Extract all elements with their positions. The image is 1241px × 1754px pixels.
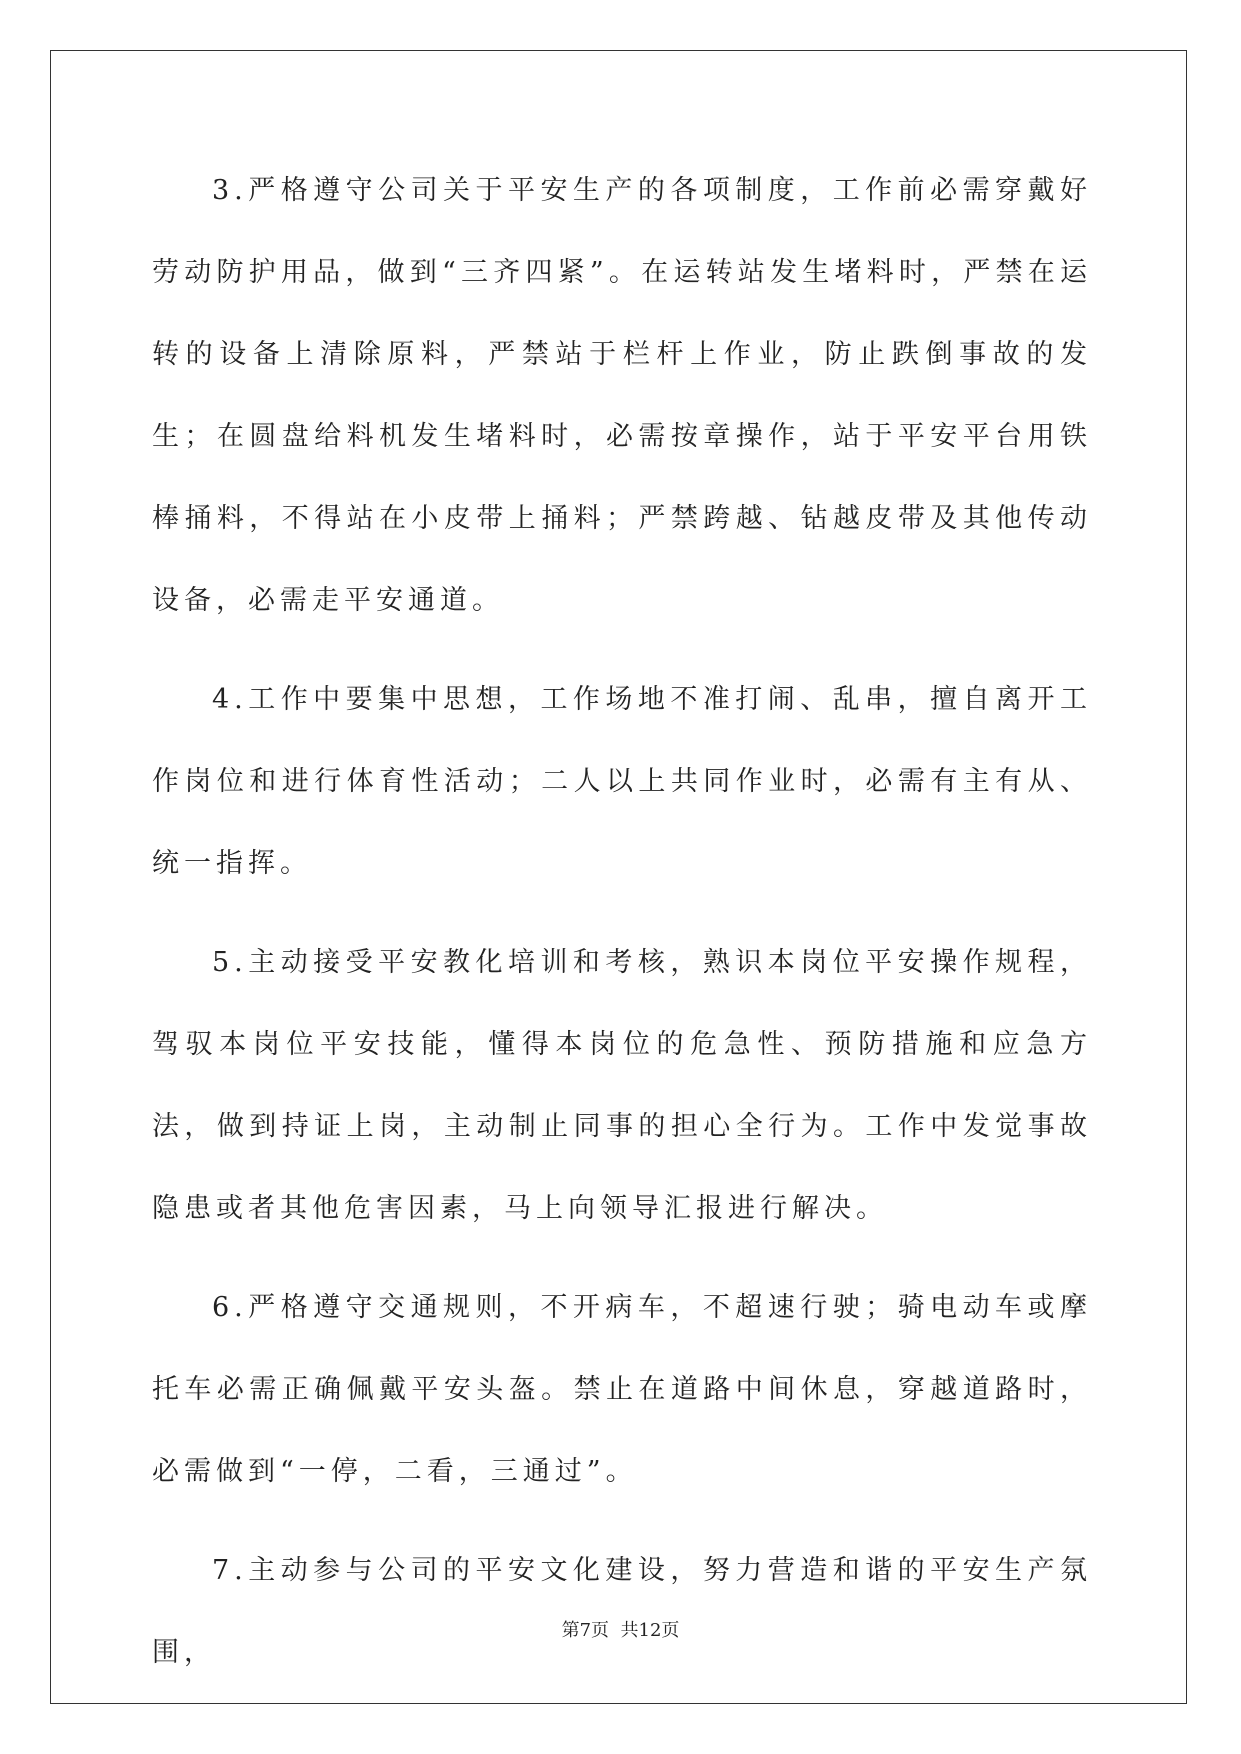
paragraph-5: 5.主动接受平安教化培训和考核，熟识本岗位平安操作规程，驾驭本岗位平安技能，懂得本岗位的危急性、预防措施和应急方法，做到持证上岗，主动制止同事的担心全行为。工作中发觉事故隐患或者其他危害因素，马上向领导汇报进行解决。: [152, 947, 1092, 1224]
document-body: [152, 150, 1092, 1711]
paragraph-3: 3.严格遵守公司关于平安生产的各项制度，工作前必需穿戴好劳动防护用品，做到“三齐四紧”。在运转站发生堵料时，严禁在运转的设备上清除原料，严禁站于栏杆上作业，防止跌倒事故的发生；在圆盘给料机发生堵料时，必需按章操作，站于平安平台用铁棒捅料，不得站在小皮带上捅料；严禁跨越、钻越皮带及其他传动设备，必需走平安通道。: [152, 175, 1092, 616]
paragraph-4: 4.工作中要集中思想，工作场地不准打闹、乱串，擅自离开工作岗位和进行体育性活动；二人以上共同作业时，必需有主有从、统一指挥。: [152, 684, 1092, 879]
page-number-footer: 第7页 共12页: [561, 1620, 680, 1641]
paragraph-7: 7.主动参与公司的平安文化建设，努力营造和谐的平安生产氛围，: [152, 1555, 1092, 1668]
paragraph-6: 6.严格遵守交通规则，不开病车，不超速行驶；骑电动车或摩托车必需正确佩戴平安头盔。禁止在道路中间休息，穿越道路时，必需做到“一停，二看，三通过”。: [152, 1292, 1092, 1487]
